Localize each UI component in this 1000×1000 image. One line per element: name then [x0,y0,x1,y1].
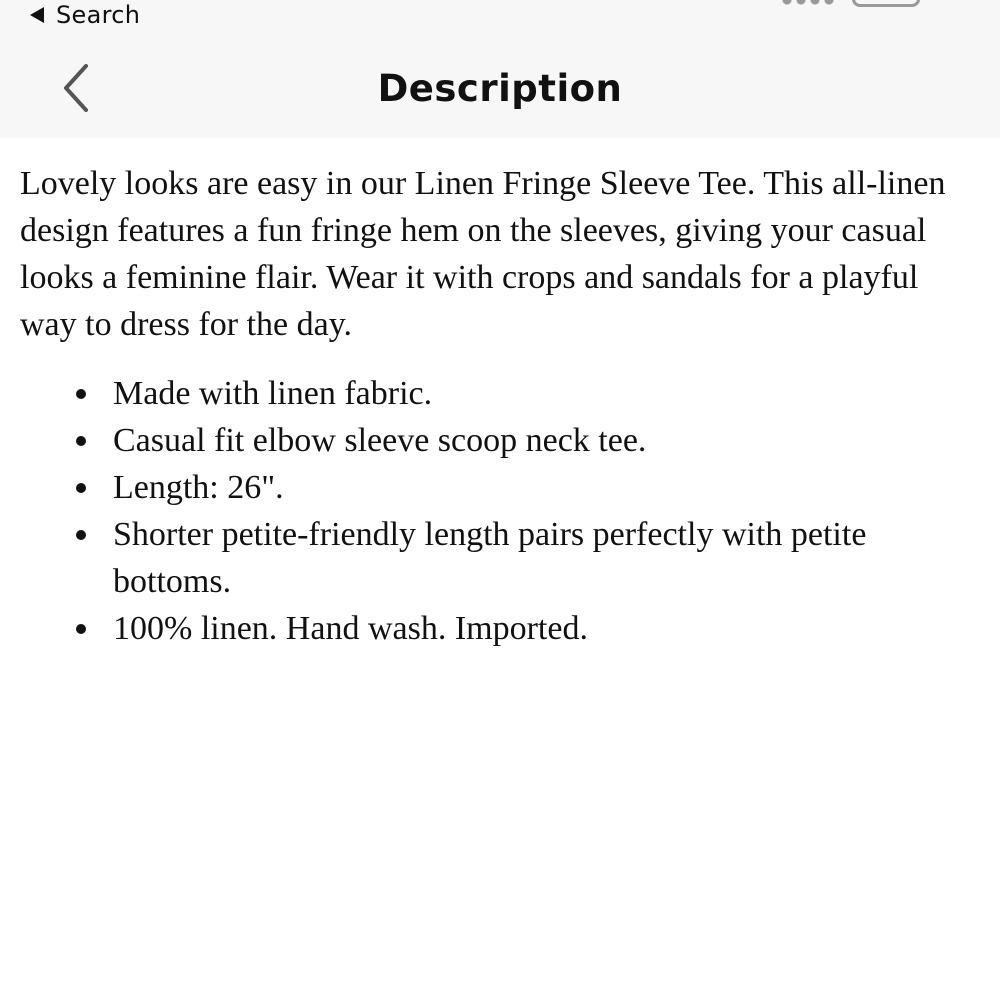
feature-item [20,511,975,605]
feature-item [20,605,975,652]
back-triangle-icon [30,7,44,23]
status-indicators [780,0,920,7]
status-back-label: Search [56,1,141,29]
signal-icon [780,0,838,5]
feature-text: Casual fit elbow sleeve scoop neck tee. [113,422,647,459]
page-title: Description [377,67,623,110]
feature-text: 100% linen. Hand wash. Imported. [113,610,588,647]
bullet-icon [76,436,86,446]
status-back-link[interactable] [30,0,140,30]
feature-text: Made with linen fabric. [113,375,433,412]
feature-item [20,464,975,511]
feature-item [20,370,975,417]
feature-item [20,417,975,464]
bullet-icon [76,389,86,399]
feature-list [20,370,975,652]
bullet-icon [76,530,86,540]
bullet-icon [76,624,86,634]
battery-icon [852,0,920,7]
feature-text: Length: 26". [113,469,284,506]
description-paragraph: Lovely looks are easy in our Linen Fringe Sleeve Tee. This all-linen design features a fun fringe hem on the sleeves, giving your casual looks a feminine flair. Wear it with crops and sandals for a playful way to dress for the day. [20,165,946,343]
bullet-icon [76,483,86,493]
description-content [20,160,975,652]
top-bar [0,0,1000,138]
feature-text: Shorter petite-friendly length pairs perfectly with petite bottoms. [113,516,867,600]
